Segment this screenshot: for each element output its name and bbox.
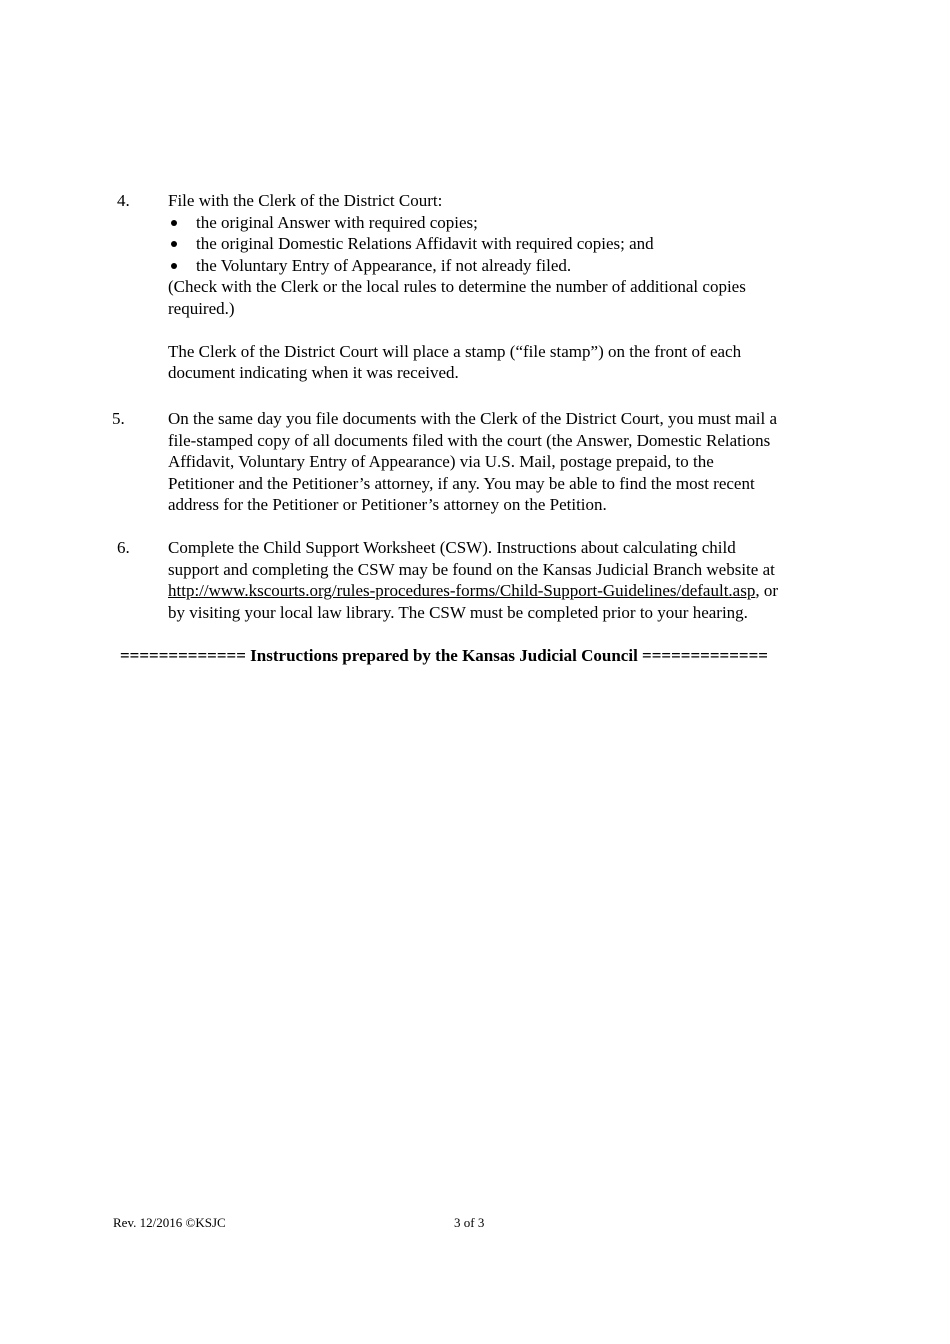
paragraph-line: http://www.kscourts.org/rules-procedures-forms/Child-Support-Guidelines/default.asp, or: [168, 581, 779, 600]
bullet-icon: [171, 263, 177, 269]
footer-page-number: 3 of 3: [454, 1215, 485, 1230]
item-number: 6.: [117, 538, 130, 557]
child-support-guidelines-link[interactable]: http://www.kscourts.org/rules-procedures-forms/Child-Support-Guidelines/default.asp: [168, 581, 756, 600]
paragraph-line: Petitioner and the Petitioner’s attorney, if any. You may be able to find the most recent: [168, 473, 755, 493]
paragraph-line: by visiting your local law library. The CSW must be completed prior to your hearing.: [168, 602, 748, 622]
list-item: the original Domestic Relations Affidavit with required copies; and: [168, 233, 858, 255]
item-lead: File with the Clerk of the District Court:: [168, 191, 443, 210]
paragraph-line: Complete the Child Support Worksheet (CSW). Instructions about calculating child: [168, 538, 736, 557]
paragraph-line: address for the Petitioner or Petitioner’s attorney on the Petition.: [168, 495, 607, 514]
item-number: 5.: [112, 409, 125, 428]
bullet-icon: [171, 241, 177, 247]
item-body: [168, 190, 858, 384]
note-line: (Check with the Clerk or the local rules to determine the number of additional copies: [168, 277, 746, 296]
list-item: the original Answer with required copies;: [168, 212, 858, 234]
paragraph-line: The Clerk of the District Court will place a stamp (“file stamp”) on the front of each: [168, 341, 742, 361]
paragraph-line: document indicating when it was received.: [168, 363, 459, 382]
item-number: 4.: [117, 191, 130, 210]
paragraph-line: On the same day you file documents with the Clerk of the District Court, you must mail a: [168, 409, 778, 428]
bullet-list: [168, 212, 858, 277]
list-item: the Voluntary Entry of Appearance, if not already filed.: [168, 255, 858, 277]
note-line: required.): [168, 298, 235, 318]
item-body: [168, 408, 858, 516]
paragraph-line: file-stamped copy of all documents filed with the court (the Answer, Domestic Relations: [168, 430, 771, 450]
bullet-icon: [171, 220, 177, 226]
item-body: [168, 537, 858, 623]
paragraph-line: support and completing the CSW may be found on the Kansas Judicial Branch website at: [168, 559, 775, 579]
closing-banner: ============= Instructions prepared by the Kansas Judicial Council =============: [120, 646, 768, 665]
footer-revision: Rev. 12/2016 ©KSJC: [113, 1215, 226, 1230]
paragraph-line: Affidavit, Voluntary Entry of Appearance) via U.S. Mail, postage prepaid, to the: [168, 452, 714, 471]
